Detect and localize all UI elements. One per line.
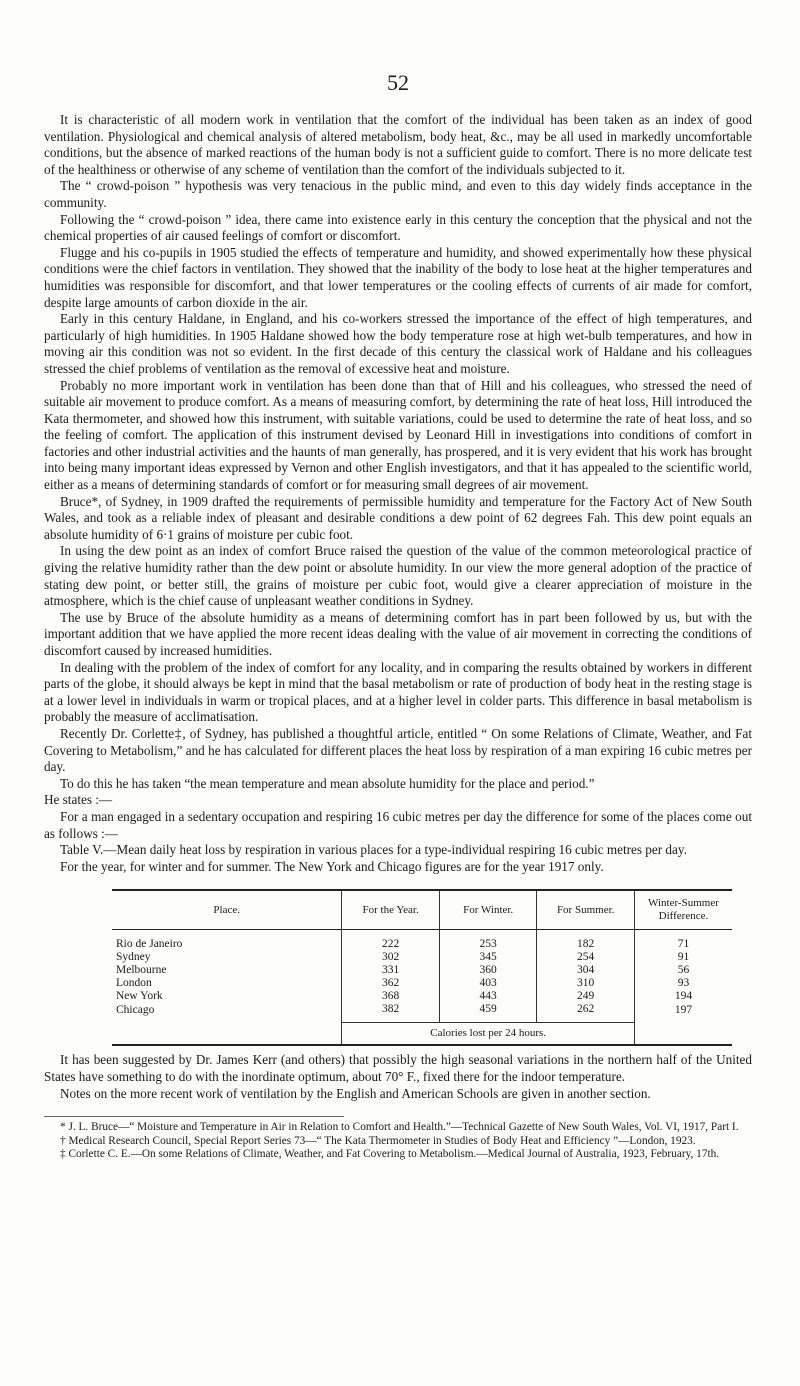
value-cell: 253 <box>439 930 537 952</box>
value-cell: 362 <box>342 977 440 990</box>
column-header: For Winter. <box>439 890 537 930</box>
paragraph: It is characteristic of all modern work in ventilation that the comfort of the individual has been taken as an index of good ventilation. Physiological and chemical analysis of altered metabolism, body heat, &c., may be all used in markedly uncomfortable conditions, but the absence of marked reactions of the human body is not a sufficient guide to comfort. There is no more delicate test of the healthiness or otherwise of any scheme of ventilation than the comfort of the individuals subjected to it. <box>44 112 752 177</box>
paragraph: Bruce*, of Sydney, in 1909 drafted the requirements of permissible humidity and temperature for the Factory Act of New South Wales, and took as a reliable index of pleasant and desirable conditions a dew point of 62 degrees Fah. This dew point equals an absolute humidity of 6·1 grains of moisture per cubic foot. <box>44 493 752 542</box>
place-cell: New York <box>116 990 163 1003</box>
table-units-note: Calories lost per 24 hours. <box>342 1023 635 1046</box>
value-cell: 345 <box>439 951 537 964</box>
value-cell: 254 <box>537 951 635 964</box>
paragraph: It has been suggested by Dr. James Kerr (and others) that possibly the high seasonal variations in the northern half of the United States have something to do with the inordinate optimum, about 70° F., fixed there for the indoor temperature. <box>44 1052 752 1084</box>
body-text-bottom <box>44 1052 752 1102</box>
value-cell: 360 <box>439 964 537 977</box>
column-header: Winter-Summer Difference. <box>634 890 732 930</box>
value-cell: 71 <box>634 930 732 952</box>
value-cell: 182 <box>537 930 635 952</box>
value-cell: 443 <box>439 990 537 1003</box>
table-body <box>112 930 732 1023</box>
value-cell: 331 <box>342 964 440 977</box>
paragraph: For a man engaged in a sedentary occupation and respiring 16 cubic metres per day the difference for some of the places come out as follows :— <box>44 808 752 841</box>
paragraph: Flugge and his co-pupils in 1905 studied the effects of temperature and humidity, and showed experimentally how these physical conditions were the chief factors in ventilation. They showed that the inability of the body to lose heat at the higher temperatures and humidities was responsible for discomfort, and that lower temperatures or the cooling effects of currents of air made for comfort, despite large amounts of carbon dioxide in the air. <box>44 244 752 310</box>
paragraph: Early in this century Haldane, in England, and his co-workers stressed the importance of the effect of high temperatures, and particularly of high humidities. In 1905 Haldane showed how the body temperature rose at high wet-bulb temperatures, and how in moving air this condition was not so evident. In the first decade of this century the classical work of Haldane and his colleagues stressed the chief problems of ventilation as the removal of excessive heat and moisture. <box>44 311 752 376</box>
value-cell: 93 <box>634 977 732 990</box>
paragraph: The use by Bruce of the absolute humidity as a means of determining comfort has in part been followed by us, but with the important addition that we have applied the more recent ideas dealing with the value of air movement in correcting the conditions of discomfort caused by increased humidities. <box>44 609 752 658</box>
place-cell: London <box>116 977 152 990</box>
table-caption: Table V.—Mean daily heat loss by respiration in various places for a type-individual respiring 16 cubic metres per day. <box>60 842 687 858</box>
table-row <box>112 964 732 977</box>
value-cell: 302 <box>342 951 440 964</box>
value-cell: 262 <box>537 1003 635 1023</box>
table-header-row <box>112 890 732 930</box>
value-cell: 222 <box>342 930 440 952</box>
paragraph: Probably no more important work in ventilation has been done than that of Hill and his colleagues, who stressed the need of suitable air movement to produce comfort. As a means of measuring comfort, by determining the rate of heat loss, Hill introduced the Kata thermometer, and showed how this instrument, with suitable variations, could be used to determine the rate of heat loss, and so the feeling of comfort. The application of this instrument devised by Leonard Hill in investigations into conditions of comfort in factories and other industrial activities and the haunts of man generally, has prospered, and it is very evident that his work has brought into being many important ideas expressed by Vernon and other English investigators, and that it has appealed to the scientific world, either as a means of determining standards of comfort or for measuring small degrees of air movement. <box>44 377 752 493</box>
place-cell: Sydney <box>116 951 151 964</box>
value-cell: 56 <box>634 964 732 977</box>
column-header: For Summer. <box>537 890 635 930</box>
heat-loss-table-container <box>112 889 732 1046</box>
heat-loss-table <box>112 889 732 1046</box>
value-cell: 382 <box>342 1003 440 1023</box>
value-cell: 91 <box>634 951 732 964</box>
table-row <box>112 977 732 990</box>
value-cell: 304 <box>537 964 635 977</box>
paragraph: In using the dew point as an index of comfort Bruce raised the question of the value of the common meteorological practice of giving the relative humidity rather than the dew point or absolute humidity. In our view the more general adoption of the practice of stating dew point, or better still, the grains of moisture per cubic foot, would give a clearer appreciation of moisture in the atmosphere, which is the chief cause of unpleasant weather conditions in Sydney. <box>44 543 752 609</box>
table-row <box>112 1003 732 1023</box>
body-text-top <box>44 112 752 875</box>
table-row <box>112 930 732 952</box>
value-cell: 459 <box>439 1003 537 1023</box>
paragraph: In dealing with the problem of the index of comfort for any locality, and in comparing the results obtained by workers in different parts of the globe, it should always be kept in mind that the basal metabolism or rate of production of body heat in the resting stage is at a lower level in individuals in warm or tropical places, and at a higher level in colder parts. This difference in basal metabolism is probably the measure of acclimatisation. <box>44 659 752 725</box>
column-header: Place. <box>213 903 240 916</box>
paragraph: He states :— <box>44 792 113 808</box>
place-cell: Melbourne <box>116 964 167 977</box>
column-header: For the Year. <box>342 890 440 930</box>
paragraph: Notes on the more recent work of ventilation by the English and American Schools are given in another section. <box>60 1085 651 1101</box>
paragraph: For the year, for winter and for summer. The New York and Chicago figures are for the year 1917 only. <box>60 858 604 874</box>
paragraph: Following the “ crowd-poison ” idea, there came into existence early in this century the conception that the physical and not the chemical properties of air caused feelings of comfort or discomfort. <box>44 211 752 244</box>
paragraph: To do this he has taken “the mean temperature and mean absolute humidity for the place and period.” <box>60 775 595 791</box>
footnote: † Medical Research Council, Special Report Series 73—“ The Kata Thermometer in Studies of Body Heat and Efficiency ”—London, 1923. <box>60 1134 696 1147</box>
table-row <box>112 951 732 964</box>
value-cell: 310 <box>537 977 635 990</box>
place-cell: Chicago <box>116 1003 155 1016</box>
paragraph: Recently Dr. Corlette‡, of Sydney, has published a thoughtful article, entitled “ On some Relations of Climate, Weather, and Fat Covering to Metabolism,” and he has calculated for different places the heat loss by respiration of a man expiring 16 cubic metres per day. <box>44 725 752 775</box>
table-row <box>112 990 732 1003</box>
value-cell: 197 <box>634 1003 732 1023</box>
page-number: 52 <box>387 70 409 95</box>
footnote: * J. L. Bruce—“ Moisture and Temperature in Air in Relation to Comfort and Health.”—Technical Gazette of New South Wales, Vol. VI, 1917, Part I. <box>60 1121 739 1134</box>
paragraph: The “ crowd-poison ” hypothesis was very tenacious in the public mind, and even to this day widely finds acceptance in the community. <box>44 178 752 210</box>
value-cell: 403 <box>439 977 537 990</box>
footnotes <box>44 1121 752 1162</box>
value-cell: 249 <box>537 990 635 1003</box>
value-cell: 194 <box>634 990 732 1003</box>
value-cell: 368 <box>342 990 440 1003</box>
footnote: ‡ Corlette C. E.—On some Relations of Climate, Weather, and Fat Covering to Metabolism.—Medical Journal of Australia, 1923, February, 17th. <box>60 1148 720 1161</box>
place-cell: Rio de Janeiro <box>116 938 183 951</box>
